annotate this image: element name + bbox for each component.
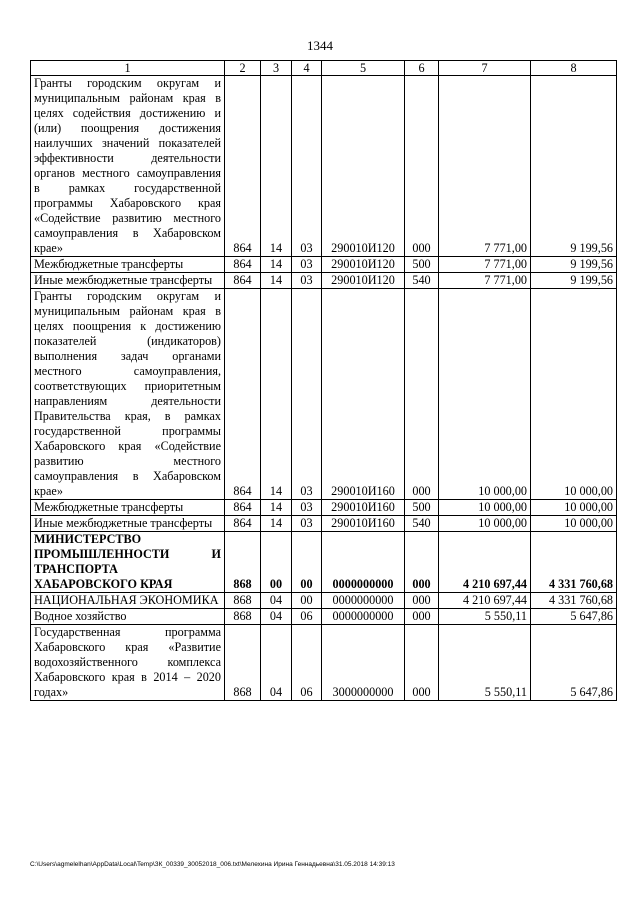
header-cell: 2 [225, 61, 261, 76]
row-name-cell: Иные межбюджетные трансферты [31, 516, 225, 532]
amount-cell: 10 000,00 [439, 289, 531, 500]
code-cell: 03 [292, 76, 322, 257]
amount-cell: 9 199,56 [531, 273, 617, 289]
table-row [31, 532, 617, 593]
header-cell: 3 [261, 61, 292, 76]
amount-cell: 4 331 760,68 [531, 593, 617, 609]
code-cell: 0000000000 [322, 532, 405, 593]
code-cell: 864 [225, 273, 261, 289]
amount-cell: 5 647,86 [531, 625, 617, 701]
code-cell: 000 [405, 289, 439, 500]
header-cell: 6 [405, 61, 439, 76]
row-name-cell: Государственная программа Хабаровского края «Развитие водохозяйственного комплекса Хабаровского края в 2014 – 2020 годах» [31, 625, 225, 701]
code-cell: 04 [261, 609, 292, 625]
code-cell: 000 [405, 593, 439, 609]
page-number: 1344 [307, 38, 333, 53]
code-cell: 290010И120 [322, 257, 405, 273]
code-cell: 864 [225, 500, 261, 516]
header-cell: 4 [292, 61, 322, 76]
code-cell: 290010И160 [322, 516, 405, 532]
code-cell: 290010И120 [322, 76, 405, 257]
code-cell: 00 [261, 532, 292, 593]
row-name-cell: Водное хозяйство [31, 609, 225, 625]
footer-file-path: C:\Users\agmelelhan\AppData\Local\Temp\ЗК_00339_30052018_006.txt\Мелехина Ирина Геннадьевна\31.05.2018 14:39:13 [30, 861, 395, 868]
table-row [31, 593, 617, 609]
amount-cell: 9 199,56 [531, 257, 617, 273]
amount-cell: 10 000,00 [531, 289, 617, 500]
code-cell: 14 [261, 76, 292, 257]
code-cell: 00 [292, 593, 322, 609]
table-row [31, 273, 617, 289]
code-cell: 06 [292, 609, 322, 625]
code-cell: 868 [225, 532, 261, 593]
code-cell: 00 [292, 532, 322, 593]
row-name-cell: Иные межбюджетные трансферты [31, 273, 225, 289]
code-cell: 03 [292, 500, 322, 516]
amount-cell: 4 210 697,44 [439, 593, 531, 609]
amount-cell: 10 000,00 [531, 516, 617, 532]
code-cell: 540 [405, 516, 439, 532]
code-cell: 868 [225, 609, 261, 625]
table-row [31, 76, 617, 257]
row-name-cell: Гранты городским округам и муниципальным районам края в целях поощрения к достижению показателей (индикаторов) выполнения задач органами местного самоуправления, соответствующих приоритетным направлениям деятельности Правительства края, в рамках государственной программы Хабаровского края «Содействие развитию местного самоуправления в Хабаровском крае» [31, 289, 225, 500]
amount-cell: 4 331 760,68 [531, 532, 617, 593]
amount-cell: 7 771,00 [439, 257, 531, 273]
table-row [31, 500, 617, 516]
row-name-cell: НАЦИОНАЛЬНАЯ ЭКОНОМИКА [31, 593, 225, 609]
amount-cell: 9 199,56 [531, 76, 617, 257]
code-cell: 03 [292, 273, 322, 289]
code-cell: 04 [261, 593, 292, 609]
code-cell: 868 [225, 625, 261, 701]
code-cell: 06 [292, 625, 322, 701]
code-cell: 03 [292, 257, 322, 273]
header-cell: 8 [531, 61, 617, 76]
table-header-row [31, 61, 617, 76]
code-cell: 0000000000 [322, 609, 405, 625]
code-cell: 14 [261, 257, 292, 273]
code-cell: 14 [261, 500, 292, 516]
code-cell: 000 [405, 532, 439, 593]
code-cell: 290010И160 [322, 289, 405, 500]
amount-cell: 7 771,00 [439, 273, 531, 289]
code-cell: 864 [225, 516, 261, 532]
code-cell: 000 [405, 609, 439, 625]
header-cell: 7 [439, 61, 531, 76]
code-cell: 500 [405, 500, 439, 516]
table-row [31, 516, 617, 532]
code-cell: 864 [225, 76, 261, 257]
row-name-cell: Гранты городским округам и муниципальным районам края в целях содействия достижению и (или) поощрения достижения наилучших значений показателей эффективности деятельности органов местного самоуправления в рамках государственной программы Хабаровского края «Содействие развитию местного самоуправления в Хабаровском крае» [31, 76, 225, 257]
code-cell: 290010И160 [322, 500, 405, 516]
amount-cell: 4 210 697,44 [439, 532, 531, 593]
row-name-cell: Межбюджетные трансферты [31, 500, 225, 516]
code-cell: 3000000000 [322, 625, 405, 701]
table-row [31, 625, 617, 701]
code-cell: 04 [261, 625, 292, 701]
header-cell: 5 [322, 61, 405, 76]
amount-cell: 10 000,00 [439, 500, 531, 516]
header-cell: 1 [31, 61, 225, 76]
code-cell: 14 [261, 516, 292, 532]
amount-cell: 7 771,00 [439, 76, 531, 257]
code-cell: 03 [292, 516, 322, 532]
code-cell: 868 [225, 593, 261, 609]
code-cell: 000 [405, 76, 439, 257]
code-cell: 14 [261, 273, 292, 289]
table-row [31, 289, 617, 500]
code-cell: 14 [261, 289, 292, 500]
table-row [31, 257, 617, 273]
budget-table [30, 60, 617, 701]
code-cell: 0000000000 [322, 593, 405, 609]
row-name-cell: Межбюджетные трансферты [31, 257, 225, 273]
amount-cell: 10 000,00 [531, 500, 617, 516]
code-cell: 03 [292, 289, 322, 500]
code-cell: 540 [405, 273, 439, 289]
table-row [31, 609, 617, 625]
code-cell: 000 [405, 625, 439, 701]
code-cell: 500 [405, 257, 439, 273]
amount-cell: 5 647,86 [531, 609, 617, 625]
row-name-cell: МИНИСТЕРСТВО ПРОМЫШЛЕННОСТИ И ТРАНСПОРТА ХАБАРОВСКОГО КРАЯ [31, 532, 225, 593]
amount-cell: 10 000,00 [439, 516, 531, 532]
code-cell: 864 [225, 257, 261, 273]
code-cell: 864 [225, 289, 261, 500]
code-cell: 290010И120 [322, 273, 405, 289]
amount-cell: 5 550,11 [439, 625, 531, 701]
amount-cell: 5 550,11 [439, 609, 531, 625]
